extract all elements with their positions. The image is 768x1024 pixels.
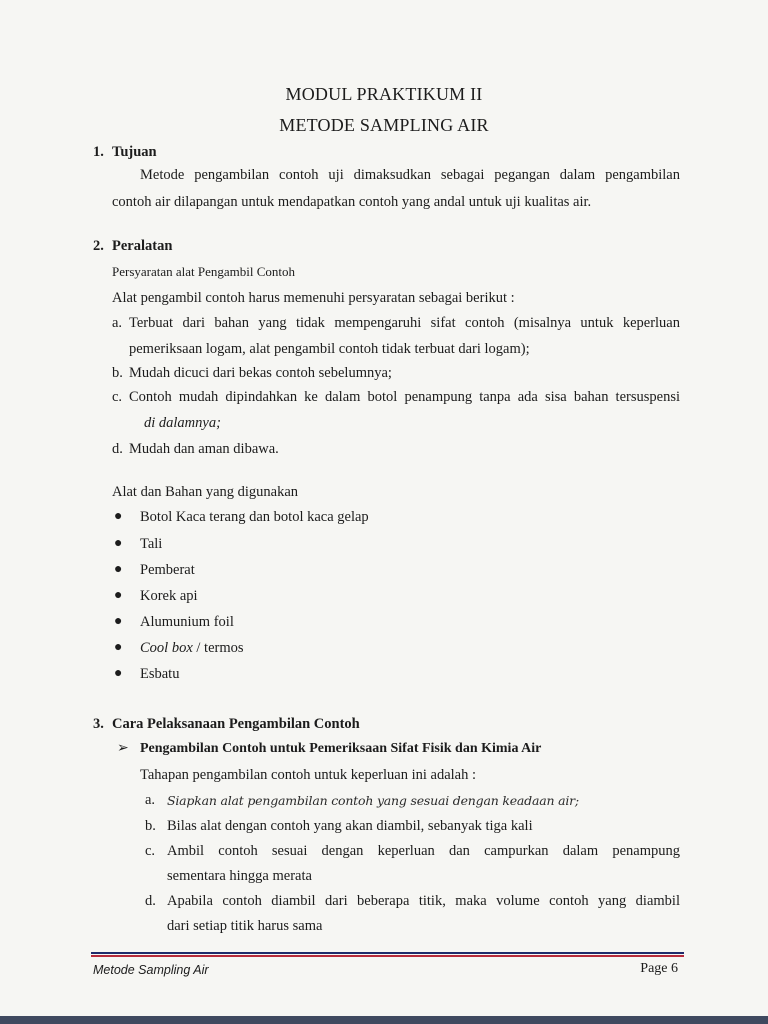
- section-2-number: 2.: [93, 238, 104, 254]
- tool-item-coolbox: [140, 640, 244, 657]
- bullet-icon: ●: [114, 509, 123, 524]
- section-3-intro: Tahapan pengambilan contoh untuk keperluan ini adalah :: [140, 767, 476, 783]
- step-c-line-1: Ambil contoh sesuai dengan keperluan dan campurkan dalam penampung: [167, 843, 680, 859]
- module-title: MODUL PRAKTIKUM II: [285, 84, 483, 104]
- requirement-marker-b: b.: [112, 365, 123, 381]
- requirement-c-line-1: Contoh mudah dipindahkan ke dalam botol penampung tanpa ada sisa bahan tersuspensi: [129, 389, 680, 405]
- requirement-a-line-2: pemeriksaan logam, alat pengambil contoh tidak terbuat dari logam);: [129, 341, 530, 357]
- bullet-icon: ●: [114, 640, 123, 655]
- scan-edge: [0, 1016, 768, 1024]
- step-marker-d: d.: [145, 893, 156, 909]
- step-c-line-2: sementara hingga merata: [167, 868, 312, 884]
- tool-item: Alumunium foil: [140, 614, 234, 630]
- requirement-a-line-1: Terbuat dari bahan yang tidak mempengaruhi sifat contoh (misalnya untuk keperluan: [129, 315, 680, 331]
- tool-item: Tali: [140, 536, 163, 552]
- requirement-c-line-2: di dalamnya;: [144, 415, 221, 431]
- step-d-line-2: dari setiap titik harus sama: [167, 918, 323, 934]
- module-subtitle: METODE SAMPLING AIR: [279, 115, 489, 135]
- bullet-icon: ●: [114, 614, 123, 629]
- step-a-line-1: Siapkan alat pengambilan contoh yang sesuai dengan keadaan air;: [167, 793, 579, 808]
- bullet-icon: ●: [114, 666, 123, 681]
- requirement-b-line-1: Mudah dicuci dari bekas contoh sebelumnya;: [129, 365, 392, 381]
- step-marker-b: b.: [145, 818, 156, 834]
- footer-title: Metode Sampling Air: [93, 963, 209, 977]
- section-2-intro: Alat pengambil contoh harus memenuhi persyaratan sebagai berikut :: [112, 290, 515, 306]
- tools-heading: Alat dan Bahan yang digunakan: [112, 484, 299, 500]
- step-marker-a: a.: [145, 792, 156, 808]
- requirement-marker-d: d.: [112, 441, 123, 457]
- tool-item: Botol Kaca terang dan botol kaca gelap: [140, 509, 369, 525]
- section-2-subheading: Persyaratan alat Pengambil Contoh: [112, 264, 296, 279]
- footer-rule-bottom: [91, 955, 684, 957]
- requirement-marker-a: a.: [112, 315, 123, 331]
- bullet-icon: ●: [114, 536, 123, 551]
- tool-item: Esbatu: [140, 666, 180, 682]
- requirement-marker-c: c.: [112, 389, 123, 405]
- section-2-heading: Peralatan: [112, 238, 173, 254]
- requirement-d-line-1: Mudah dan aman dibawa.: [129, 441, 279, 457]
- step-marker-c: c.: [145, 843, 156, 859]
- bullet-icon: ●: [114, 562, 123, 577]
- section-1-paragraph-line-1: Metode pengambilan contoh uji dimaksudkan sebagai pegangan dalam pengambilan: [140, 167, 680, 183]
- termos-label: / termos: [192, 640, 244, 656]
- page-number: Page 6: [640, 961, 678, 976]
- coolbox-label: Cool box: [140, 640, 193, 656]
- section-3-subheading: Pengambilan Contoh untuk Pemeriksaan Sifat Fisik dan Kimia Air: [140, 741, 542, 756]
- section-1-heading: Tujuan: [112, 144, 157, 160]
- step-d-line-1: Apabila contoh diambil dari beberapa titik, maka volume contoh yang diambil: [167, 893, 680, 909]
- section-1-number: 1.: [93, 144, 104, 160]
- tool-item: Pemberat: [140, 562, 195, 578]
- section-3-heading: Cara Pelaksanaan Pengambilan Contoh: [112, 716, 360, 732]
- bullet-icon: ●: [114, 588, 123, 603]
- footer-rule-top: [91, 952, 684, 954]
- section-1-paragraph-line-2: contoh air dilapangan untuk mendapatkan contoh yang andal untuk uji kualitas air.: [112, 194, 592, 210]
- section-3-number: 3.: [93, 716, 104, 732]
- arrow-bullet-icon: ➢: [117, 741, 129, 756]
- tool-item: Korek api: [140, 588, 198, 604]
- step-b-line-1: Bilas alat dengan contoh yang akan diambil, sebanyak tiga kali: [167, 818, 533, 834]
